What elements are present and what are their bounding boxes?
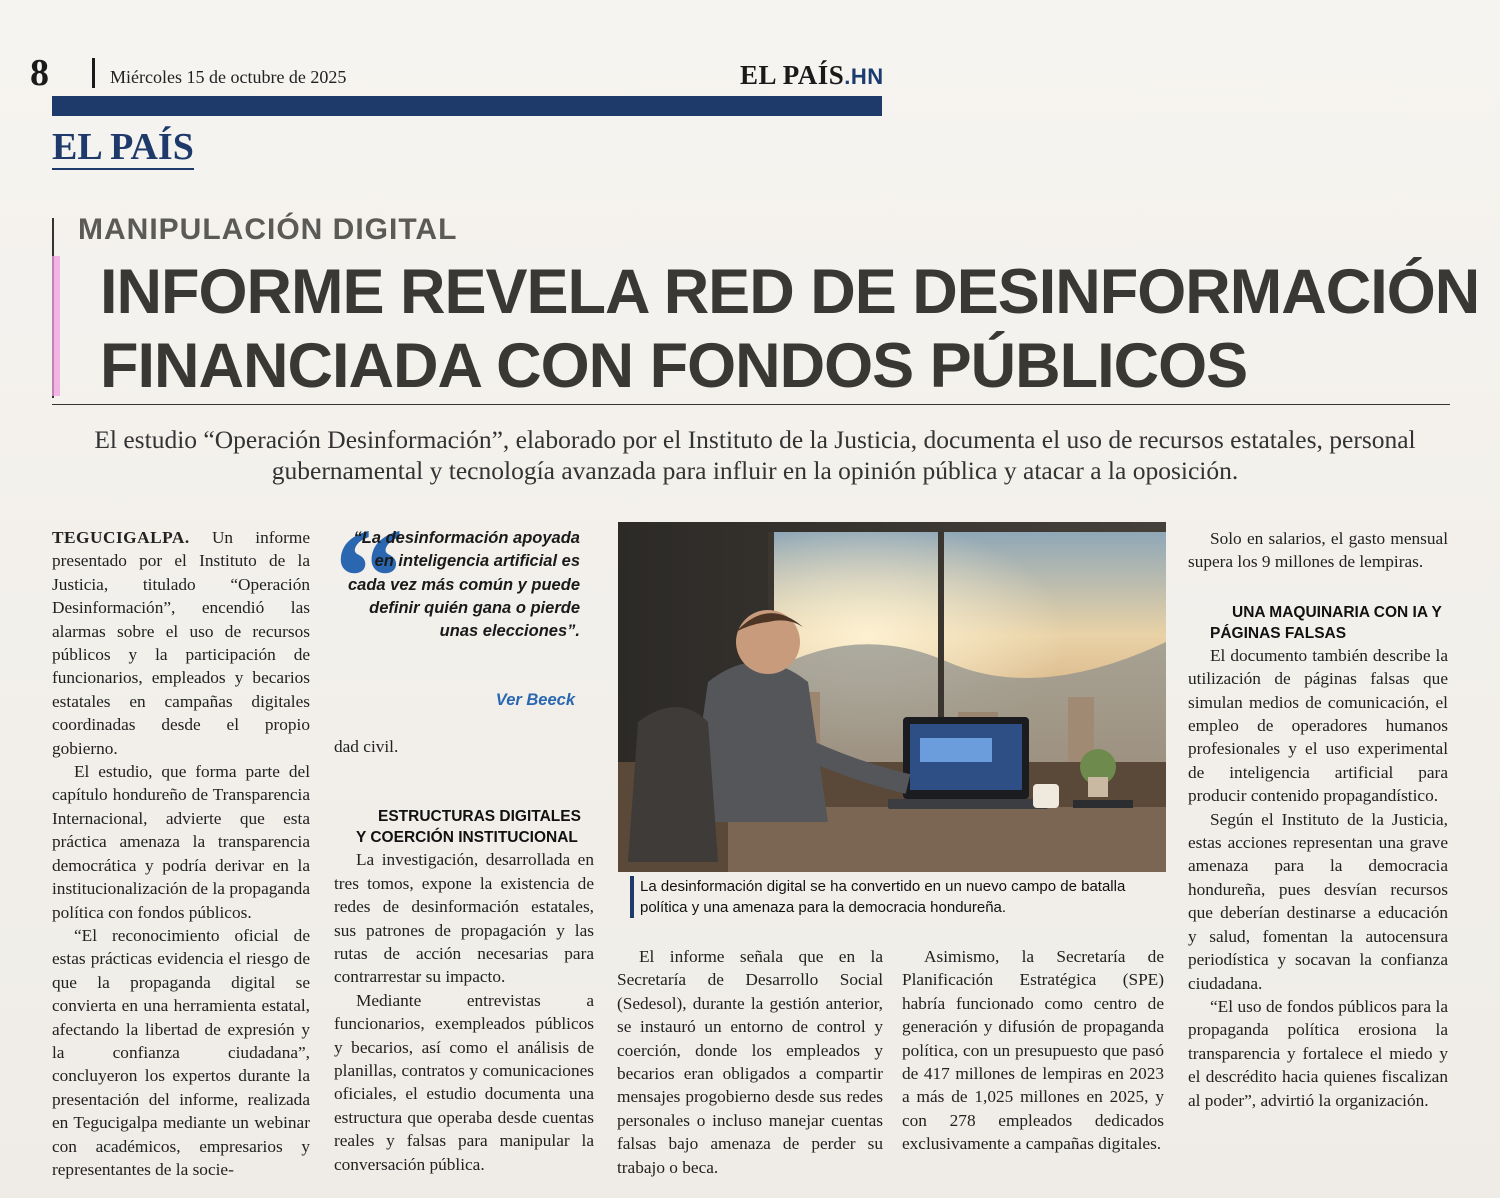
- pull-quote: “La desinformación apoyada en inteligencia artificial es cada vez más común y puede definir quién gana o pierde unas elecciones”.: [347, 529, 580, 641]
- body-paragraph: Solo en salarios, el gasto mensual supera los 9 millones de lempiras.: [1188, 529, 1448, 572]
- body-paragraph: Según el Instituto de la Justicia, estas acciones representan una grave amenaza para la democracia hondureña, pues desvían recursos que deberían destinarse a educación y salud, fomentan la autocensura periodística y socavan la confianza ciudadana.: [1188, 809, 1448, 993]
- quote-author: Ver Beeck: [495, 691, 575, 709]
- body-paragraph: dad civil.: [334, 737, 399, 756]
- body-paragraph: “El reconocimiento oficial de estas prácticas evidencia el riesgo de que la propaganda digital se convierta en una herramienta estatal, afectando la libertad de expresión y la confianza ciudadana”, concluyeron los expertos durante la presentación del informe, realizada en Tegucigalpa mediante un webinar con académicos, empresarios y representantes de la socie-: [52, 925, 310, 1179]
- body-paragraph: Asimismo, la Secretaría de Planificación Estratégica (SPE) habría funcionado como centro de generación y difusión de propaganda política, con un presupuesto que pasó de 417 millones de lempiras en 2023 a más de 1,025 millones en 2025, y con 278 empleados dedicados exclusivamente a campañas digitales.: [902, 947, 1164, 1154]
- brand-suffix: .HN: [844, 64, 884, 89]
- page-number: 8: [30, 52, 49, 94]
- highlighter-mark: [52, 256, 60, 396]
- deck: El estudio “Operación Desinformación”, elaborado por el Instituto de la Justicia, documenta el uso de recursos estatales, personal gubernamental y tecnología avanzada para influir en la opinión pública y atacar a la oposición.: [94, 425, 1416, 485]
- issue-date: Miércoles 15 de octubre de 2025: [110, 67, 347, 87]
- header-divider: [92, 58, 95, 88]
- article-photo: [618, 522, 1166, 872]
- column-5: [1188, 527, 1448, 1112]
- kicker: MANIPULACIÓN DIGITAL: [78, 213, 458, 246]
- caption-bar: [630, 876, 634, 918]
- body-paragraph: El documento también describe la utilización de páginas falsas que simulan medios de comunicación, el empleo de operadores humanos profesionales y el uso experimental de inteligencia artificial para producir contenido propagandístico.: [1188, 645, 1448, 806]
- body-paragraph: El informe señala que en la Secretaría de Desarrollo Social (Sedesol), durante la gestión anterior, se instauró un entorno de control y coerción, donde los empleados y becarios eran obligados a compartir mensajes progobierno desde sus redes personales o incluso manejar cuentas falsas bajo amenaza de perder su trabajo o beca.: [617, 947, 883, 1177]
- body-paragraph: “El uso de fondos públicos para la propaganda política erosiona la transparencia y fortalece el miedo y el descrédito hacia quienes fiscalizan al poder”, advirtió la organización.: [1188, 996, 1448, 1110]
- subhead: UNA MAQUINARIA CON IA Y PÁGINAS FALSAS: [1210, 603, 1442, 642]
- newspaper-logo: [740, 60, 884, 91]
- quote-marks-icon: “: [334, 500, 404, 655]
- brand-name: EL PAÍS: [740, 60, 845, 90]
- subhead: ESTRUCTURAS DIGITALES Y COERCIÓN INSTITUCIONAL: [356, 808, 581, 847]
- section-label: EL PAÍS: [52, 126, 194, 168]
- body-paragraph: Mediante entrevistas a funcionarios, exempleados públicos y becarios, así como el análisis de planillas, contratos y comunicaciones oficiales, el estudio documenta una estructura que operaba desde cuentas reales y falsas para manipular la conversación pública.: [334, 990, 594, 1174]
- headline: INFORME REVELA RED DE DESINFORMACIÓN FINANCIADA CON FONDOS PÚBLICOS: [100, 257, 1480, 401]
- body-paragraph: [52, 526, 310, 760]
- body-paragraph: La investigación, desarrollada en tres tomos, expone la existencia de redes de desinformación estatales, sus patrones de propagación y las rutas de acción necesarias para contrarrestar su impacto.: [334, 850, 594, 987]
- body-paragraph: El estudio, que forma parte del capítulo hondureño de Transparencia Internacional, advierte que esta práctica amenaza la transparencia democrática y podría derivar en la institucionalización de la propaganda política con fondos públicos.: [52, 762, 310, 922]
- headline-rule: [52, 404, 1450, 405]
- column-2: [334, 735, 594, 1176]
- photo-caption: La desinformación digital se ha convertido en un nuevo campo de batalla política y una amenaza para la democracia hondureña.: [640, 878, 1126, 916]
- body-text: Un informe presentado por el Instituto de la Justicia, titulado “Operación Desinformación”, encendió las alarmas sobre el uso de recursos públicos y la participación de funcionarios, empleados y becarios estatales en campañas digitales coordinadas desde el propio gobierno.: [52, 528, 310, 758]
- column-3: [617, 945, 883, 1179]
- column-1: [52, 526, 310, 1181]
- header-bar: [52, 96, 882, 116]
- photo-illustration: [618, 522, 1166, 872]
- dateline: TEGUCIGALPA.: [52, 528, 190, 547]
- column-4: [902, 945, 1164, 1156]
